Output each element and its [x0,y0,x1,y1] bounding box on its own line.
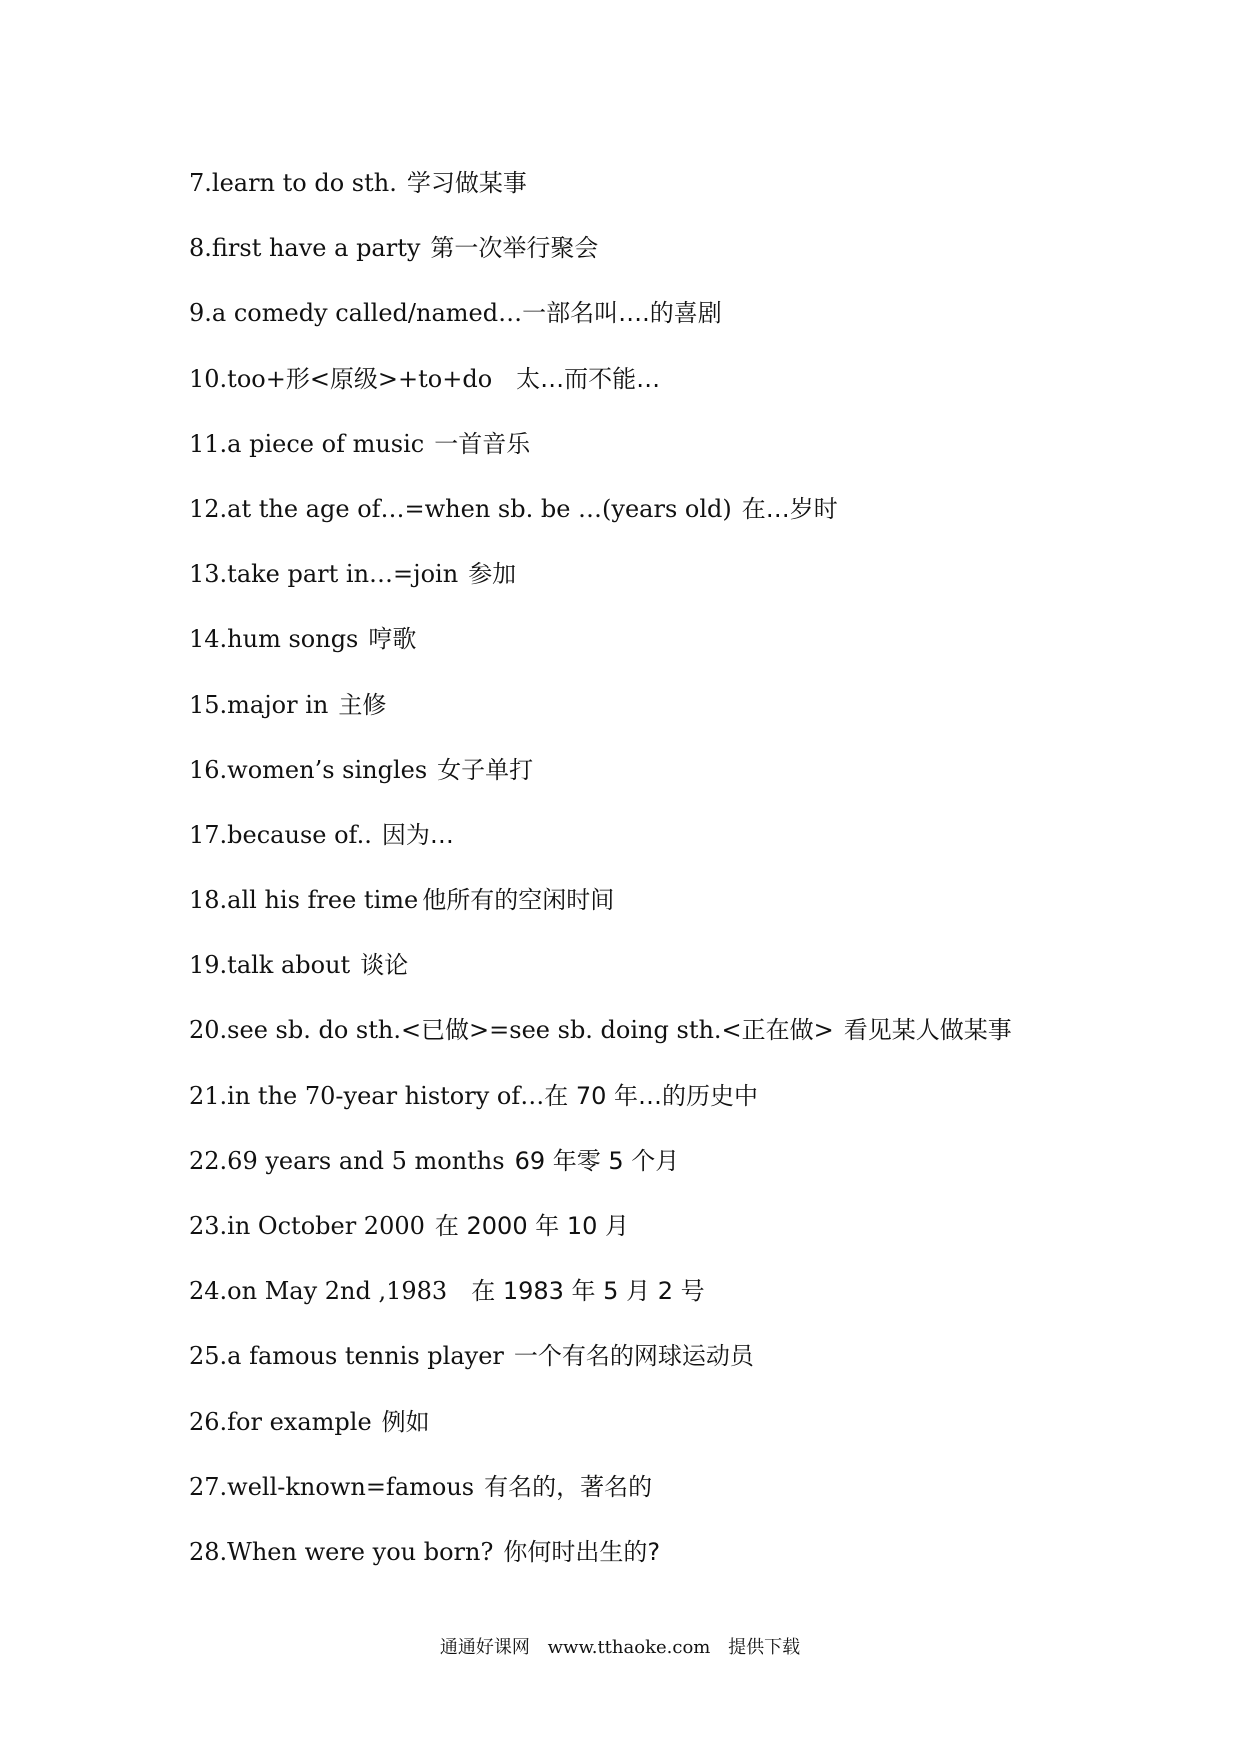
list-item [189,881,1012,946]
phrase-english: 10.too+形<原级>+to+do [189,364,493,393]
phrase-english: 18.all his free time [189,886,419,915]
phrase-chinese: 在 2000 年 10 月 [434,1212,630,1240]
phrase-chinese: 在 1983 年 5 月 2 号 [471,1277,705,1306]
phrase-chinese: 你何时出生的? [503,1537,661,1566]
phrase-english: 27.well-known=famous [189,1472,475,1501]
list-item [189,360,1012,425]
list-item [189,294,1012,359]
list-item [189,164,1012,229]
list-item [189,946,1012,1011]
list-item [189,1077,1012,1142]
phrase-english: 22.69 years and 5 months [189,1146,505,1175]
phrase-english: 8.first have a party [189,234,421,263]
phrase-english: 21.in the 70-year history of… [189,1081,545,1110]
list-item [189,1272,1012,1337]
phrase-english: 13.take part in…=join [189,560,459,589]
phrase-english: 25.a famous tennis player [189,1342,504,1371]
phrase-chinese: 参加 [468,560,517,589]
phrase-chinese: 太…而不能… [516,364,661,393]
phrase-english: 19.talk about [189,951,351,980]
phrase-chinese: 因为… [381,820,454,849]
list-item [189,751,1012,816]
phrase-chinese: 学习做某事 [406,169,527,197]
phrase-english: 14.hum songs [189,625,359,654]
footer-url[interactable]: www.tthaoke.com [547,1637,711,1658]
footer-site-name: 通通好课网 [439,1637,530,1658]
phrase-chinese: 在…岁时 [741,494,838,523]
phrase-english: 12.at the age of…=when sb. be …(years old) [189,494,732,523]
phrase-chinese: 女子单打 [437,755,534,784]
phrase-english: 7.learn to do sth. [189,169,397,197]
phrase-english: 28.When were you born? [189,1537,494,1566]
phrase-english: 9.a comedy called/named… [189,299,523,328]
list-item [189,1337,1012,1402]
phrase-english: 17.because of.. [189,820,372,849]
list-item [189,1403,1012,1468]
phrase-chinese: 一部名叫….的喜剧 [522,299,722,328]
phrase-chinese: 第一次举行聚会 [430,234,599,263]
phrase-list [189,164,1012,1598]
phrase-english: 15.major in [189,690,329,719]
phrase-chinese: 在 70 年…的历史中 [544,1081,759,1110]
phrase-chinese: 一个有名的网球运动员 [513,1342,754,1371]
footer-tail: 提供下载 [728,1637,801,1658]
list-item [189,1533,1012,1598]
phrase-english: 11.a piece of music [189,429,425,458]
phrase-chinese: 一首音乐 [434,429,531,458]
list-item [189,1207,1012,1272]
page-footer [0,1633,1240,1659]
phrase-chinese: 69 年零 5 个月 [514,1146,680,1175]
list-item [189,1011,1012,1076]
phrase-english: 23.in October 2000 [189,1212,425,1240]
phrase-chinese: 主修 [338,690,387,719]
phrase-english: 16.women’s singles [189,755,428,784]
list-item [189,620,1012,685]
list-item [189,555,1012,620]
list-item [189,1468,1012,1533]
list-item [189,490,1012,555]
phrase-english: 24.on May 2nd ,1983 [189,1277,448,1306]
list-item [189,425,1012,490]
phrase-chinese: 哼歌 [368,625,417,654]
phrase-english: 20.see sb. do sth.<已做>=see sb. doing sth.<正在做> [189,1016,834,1045]
list-item [189,1142,1012,1207]
list-item [189,686,1012,751]
phrase-chinese: 他所有的空闲时间 [422,886,615,915]
phrase-chinese: 看见某人做某事 [843,1016,1012,1045]
list-item [189,229,1012,294]
phrase-english: 26.for example [189,1407,372,1436]
phrase-chinese: 有名的，著名的 [484,1472,653,1501]
phrase-chinese: 谈论 [360,951,409,980]
list-item [189,816,1012,881]
phrase-chinese: 例如 [381,1407,430,1436]
